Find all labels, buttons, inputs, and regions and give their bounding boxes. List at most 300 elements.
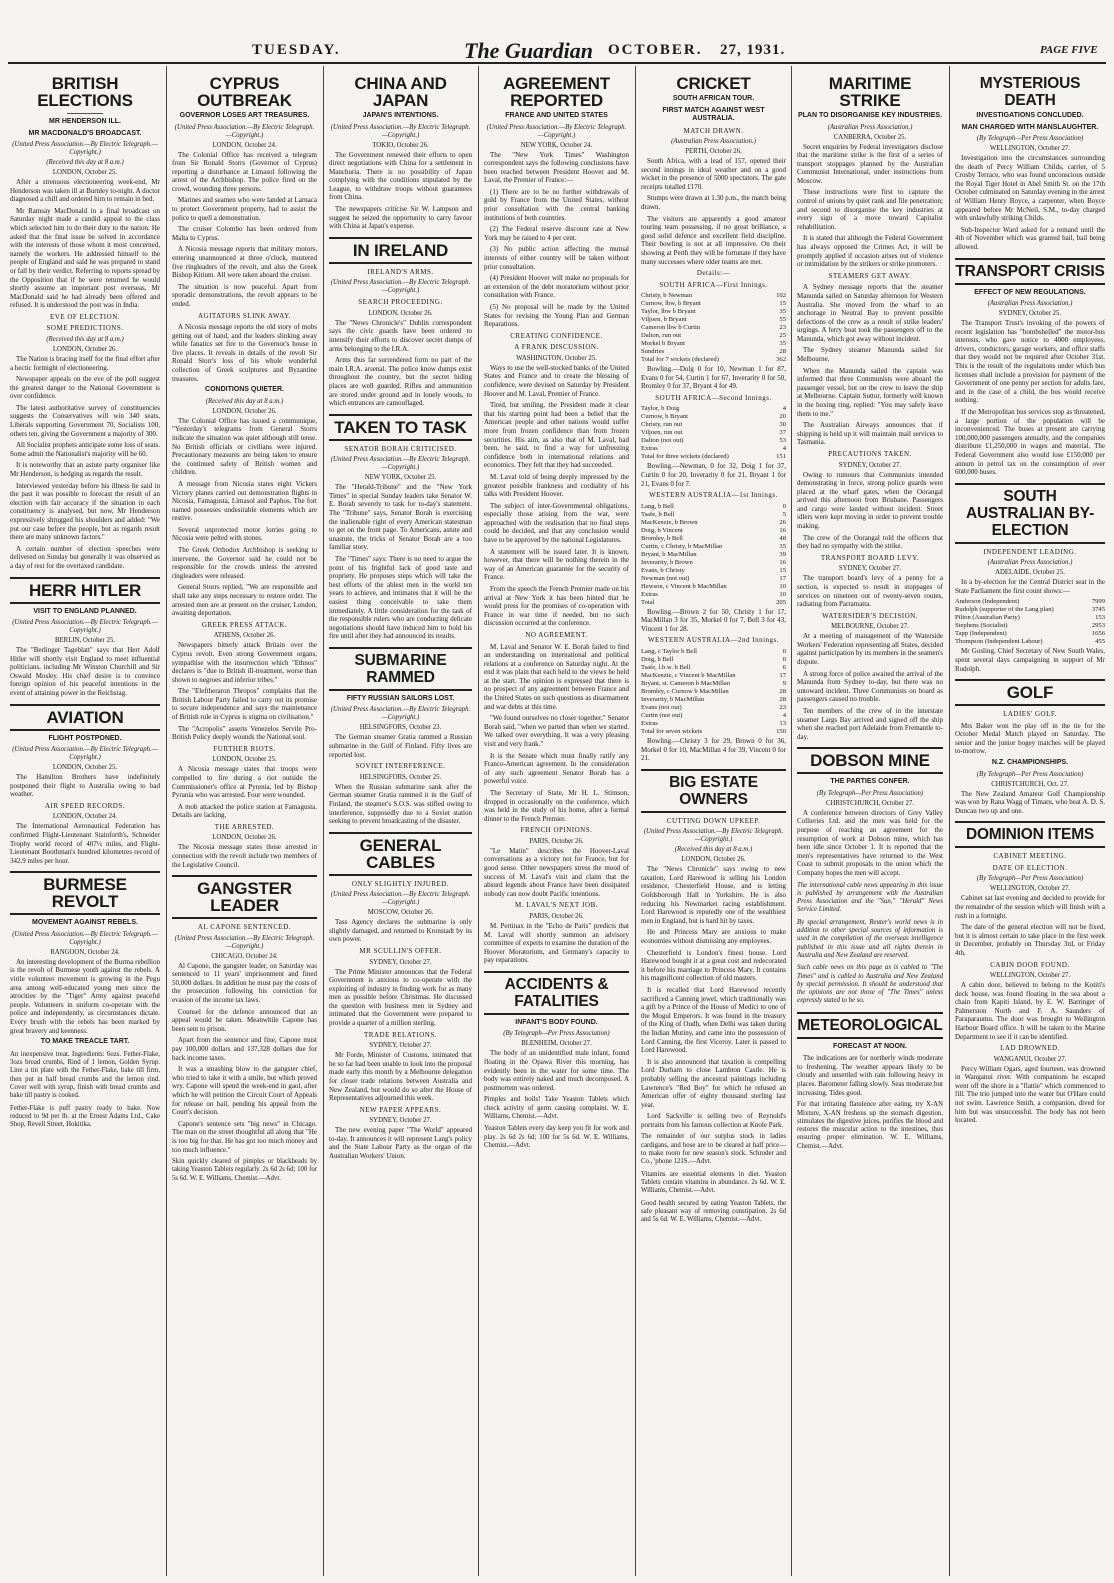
section-kicker: Details:—	[696, 269, 731, 278]
table-row	[641, 559, 786, 567]
advertisement: For that irritating flatulence after eating, try X-AN Mixture, X-AN freshens up the stomach digestion, stimulates the digestive juices, purifies the blood and restores the muscular action to the intestines, thus ensuring proper elimination. W. E. Williams, Chemist.—Advt.	[797, 1101, 943, 1150]
paragraph: It is stated that although the Federal Government has always opposed the Crimes Act, it will be promptly applied if occasion arises out of violence or intimidation by the strikers or strike promoters.	[797, 234, 943, 269]
paragraph: Cabinet sat last evening and decided to provide for the remainder of the session which will finish with a rush in a fortnight.	[955, 894, 1105, 920]
column-rule	[323, 66, 324, 1576]
runs-cell: 0	[782, 655, 786, 663]
paragraph: The indications are for northerly winds moderate to freshening. The weather appears likely to be cloudy and unsettled with rain following heavy in places. Barometer falling slowly. Seas moderate but increasing. Tides good.	[797, 1054, 943, 1097]
paragraph: M. Laval and Senator W. E. Borah failed to find an understanding on international and political relations at a conference on Saturday night. At the end it was plain that each held to the views he held at the start. The opinion is expressed that there is no prospect of any agreement between France and the United States on such questions as disarmament and war debts at this time.	[484, 642, 629, 711]
subhead: FIFTY RUSSIAN SAILORS LOST.	[346, 694, 455, 702]
paragraph: Lord Sackville is selling two of Reynold's portraits from his famous collection at Knole Park.	[641, 1112, 786, 1129]
dateline: SYDNEY, October 27.	[369, 1117, 432, 1125]
paragraph: Tired, but smiling, the President made it clear that his starting point had been a belief that the American people and other nations would suffer more from frozen confidence than from frozen securities. His aim, as also that of M. Laval, had been, he said, to find a way for unfreezing confidence both in international relations and economics. They felt that they had succeeded.	[484, 401, 629, 470]
advertisement: Good health secured by eating Yeaston Tablets, the safe pleasant way of removing constipation. 2s 6d and 5s 6d. W. E. Williams, Chemist.—Advt.	[641, 1199, 786, 1224]
dateline: MOSCOW, October 26.	[367, 909, 434, 917]
dateline: SYDNEY, October 27.	[369, 1042, 432, 1050]
batsman-cell: Christy, run out	[641, 421, 683, 429]
paragraph: A mob attacked the police station at Famagusta. Details are lacking.	[172, 802, 317, 820]
section-kicker: PRECAUTIONS TAKEN.	[828, 450, 912, 458]
section-kicker: M. LAVAL'S NEXT JOB.	[514, 901, 599, 910]
paragraph: When the Russian submarine sank after the German steamer Gratia rammed it in the Gulf of Finland, the steamer's S.O.S. was stifled owing to interference, supposedly due to a Soviet station seeking to prevent broadcasting of the disaster.	[329, 782, 472, 826]
batsman-cell: Doig, b Vincent	[641, 526, 683, 534]
runs-cell: 10	[779, 582, 786, 590]
dateline: WANGANUI, October 27.	[993, 1055, 1067, 1063]
batsman-cell: Tsafe, b Bell	[641, 510, 675, 518]
paragraph: The International Aeronautical Federation has confirmed Flight-Lieutenant Stainforth's, Schneider Trophy world record of 407½ miles, and Flight-Lieutenant Boothman's hundred kilometres record of 342.9 miles per hour.	[10, 822, 160, 865]
advertisement: Pimples and boils! Take Yeaston Tablets which check activity of germ causing complaint. W. E. Williams, Chemist.—Advt.	[484, 1096, 629, 1120]
wire-credit: (Australian Press Association.)	[827, 123, 913, 131]
subhead: GOVERNOR LOSES ART TREASURES.	[179, 112, 310, 119]
paragraph: The Nation is bracing itself for the final effort after a hectic fortnight of electioneering.	[10, 354, 160, 372]
section-kicker: STEAMERS GET AWAY.	[828, 271, 912, 280]
section-kicker: SOVIET INTERFERENCE.	[355, 762, 446, 771]
runs-cell: 13	[779, 719, 786, 727]
paragraph: The subject of inter-Governmental obligations, especially those arising from the war, were approached with the realisation that no final steps could be decided, and that any conclusion would have to be approved by the national Legislatures.	[484, 501, 629, 545]
paragraph: The cruiser Colombo has been ordered from Malta to Cyprus.	[172, 225, 317, 242]
section-kicker: CABINET MEETING.	[993, 852, 1067, 861]
batsman-cell: Curnow, lbw, b Bryant	[641, 300, 701, 308]
table-row	[641, 672, 786, 680]
runs-cell: 5	[782, 510, 786, 518]
batsman-cell: Curtin, c Christy, b MacMillan	[641, 542, 723, 550]
paragraph: The Government renewed their efforts to open direct negotiations with China for a settlement in Manchuria. There is no possibility of Japan complying with the conditions stipulated by the League, to withdraw troops without guarantees from China.	[329, 150, 472, 202]
paragraph: (4) President Hoover will make no proposals for an extension of the debt moratorium without prior consultation with France.	[484, 274, 629, 300]
masthead-title: The Guardian	[464, 38, 593, 63]
total-label: Total for seven wickets	[641, 727, 703, 735]
section-kicker: ONLY SLIGHTLY INJURED.	[351, 879, 450, 888]
section-kicker: NO AGREEMENT.	[525, 631, 588, 639]
scorecard-table	[641, 292, 786, 364]
runs-cell: 35	[779, 542, 786, 550]
paragraph: These instructions were first to capture the control of unions by quiet rank and file penetration; and second to disorganise the key industries at every sign of a move toward Capitalist rehabilitation.	[797, 188, 943, 231]
runs-cell: 6	[782, 663, 786, 671]
batsman-cell: Bromley, b Bell	[641, 534, 683, 542]
candidate-cell: Thompson (Independent Labour)	[955, 638, 1043, 646]
scorecard-table	[641, 648, 786, 736]
batsman-cell: Newman (not out)	[641, 574, 690, 582]
subhead: FORECAST AT NOON.	[833, 1042, 907, 1050]
runs-cell: 4	[782, 405, 786, 413]
masthead-month: OCTOBER.	[608, 42, 703, 58]
dateline: SYDNEY, October 27.	[838, 461, 902, 469]
paragraph: Newspapers bitterly attack Britain over the Cyprus revolt. Even strong Government organs, sympathise with the insurrection which "Ethnos" declares is "due to British ill-treatment, worse than shown to negroes and inferior tribes."	[172, 641, 317, 684]
paragraph: Several unprotected motor lorries going to Nicosia were pelted with stones.	[172, 525, 317, 543]
table-row	[641, 567, 786, 575]
paragraph: Al Capone, the gangster leader, on Saturday was sentenced to 11 years' imprisonment and fined 50,000 dollars. In addition he must pay the costs of the prosecution following his conviction for evasion of the income tax laws.	[172, 961, 317, 1005]
headline-mysterious-death: MYSTERIOUS DEATH	[979, 75, 1081, 109]
bowling-figures: Bowling.—Christy 3 for 29, Brown 0 for 36, Morkel 0 for 10, MacMillan 4 for 39, Vincent 0 for 21.	[641, 736, 786, 763]
table-row	[955, 598, 1105, 606]
advertisement: Fether-Flake is puff pastry ready to bake. Now reduced to 9d per lb. at the Ernest Adams Ltd., Cake Shop, Revell Street, Hokitika.	[10, 1104, 160, 1129]
subhead: INFANT'S BODY FOUND.	[515, 1018, 598, 1026]
table-row	[641, 503, 786, 511]
total-row	[641, 453, 786, 461]
paragraph: Ways to use the well-stocked banks of the United States and France and to create the blessing of confidence, were devised on Saturday by President Hoover and M. Laval, Premier of France.	[484, 363, 629, 398]
subhead: PLAN TO DISORGANISE KEY INDUSTRIES.	[797, 112, 943, 119]
batsman-cell: Evans, b Christy	[641, 566, 685, 574]
headline-cricket: CRICKET	[676, 74, 751, 93]
paragraph: Owing to rumours that Communists intended demonstrating in force, strong police guards were placed at the wharf gates, when the Oorangal arrived this afternoon from Brisbane. Passengers and cargo were landed without incident. Street idlers were kept moving in order to prevent trouble making.	[797, 470, 943, 531]
batsman-cell: Viljoen, run out	[641, 429, 683, 437]
paragraph: The Prime Minister announces that the Federal Government is anxious to co-operate with the exploiting of industry in finding work for as many men as possible before Christmas. He discussed the question with business men in Sydney and intimated that the Government were prepared to provide a quarter of a million sterling.	[329, 967, 472, 1028]
runs-cell: 35	[779, 340, 786, 348]
subhead: MR MACDONALD'S BROADCAST.	[28, 129, 142, 137]
wire-credit: (United Press Association.—By Electric Telegraph.—Copyright.)	[12, 141, 158, 156]
section-kicker: LAD DROWNED.	[1000, 1044, 1060, 1053]
table-row	[641, 413, 786, 421]
batsman-cell: Tsafe, l.b.w. b Bell	[641, 663, 691, 671]
paragraph: The "Acropolis" asserts Venezelos Servile Pro-British Policy deeply wounds the National soul.	[172, 724, 317, 742]
subhead: SOUTH AFRICAN TOUR.	[672, 95, 755, 102]
paragraph: The date of the general election will not be fixed, but it is almost certain to take place in the first week in December, probably on Thursday 3rd, or Friday 4th.	[955, 923, 1105, 957]
paragraph: Mr Forde, Minister of Customs, intimated that he so far had been unable to look into the proposal made early this month by a Melbourne delegation for closer trade relations between Australia and New Zealand, but would do so after the House of Representatives adjourned this week.	[329, 1051, 472, 1103]
total-runs: 205	[776, 598, 786, 606]
received-note: (Received this day at 8 a.m.)	[46, 159, 124, 166]
table-row	[641, 308, 786, 316]
batsman-cell: Dalton (not out)	[641, 437, 684, 445]
paragraph: The "News Chronicle" says owing to new taxation, Lord Harewood is selling his London residence, Chesterfield House, and is letting Goldsborough Hall in Yorkshire. He is also reducing his Newmarket racing establishment. Lord Harewood is reputedly one of the wealthiest men in England, but is hard hit by taxes.	[641, 865, 786, 925]
dateline: SYDNEY, October 27.	[369, 958, 432, 966]
section-kicker: TRADE RELATIONS.	[364, 1030, 437, 1039]
subhead: VISIT TO ENGLAND PLANNED.	[33, 607, 137, 615]
advertisement: Skin quickly cleared of pimples or blackheads by taking Yeaston Tablets regularly. 2s 6d 2s 6d; 100 for 5s 6d. W. E. Williams, Chemist.—Advt.	[172, 1158, 317, 1182]
paragraph: Mr Ramsay MacDonald in a final broadcast on Saturday night made a candid appeal to the class which selected him to do their duty to the nation. He asked that the final issue be solved in accordance with the interests of those whom it most concerned, namely the workers. He addressed himself to the people of England and said he was prepared to stand or fall by their verdict. Referring to reports spread by the Opposition that if he were returned he would shortly assume an important post overseas, Mr MacDonald said he had already been offered and refused. It is understood the post was in India.	[10, 206, 160, 310]
runs-cell: 20	[779, 413, 786, 421]
runs-cell: 23	[779, 324, 786, 332]
paragraph: Percy William Ogars, aged fourteen, was drowned in Wanganui river. With companions he escaped went off the shore in a "flattie" which commenced to fill. The trio jumped into the water but O'Hare could not swim. Lawrence Smith, a companion, dived for him but was unsuccessful. The body has not been located.	[955, 1064, 1105, 1125]
dateline: SYDNEY, October 27.	[838, 565, 902, 573]
candidate-cell: Anderson (Independent)	[955, 598, 1020, 606]
divider	[67, 113, 103, 114]
runs-cell: 35	[779, 308, 786, 316]
table-row	[641, 680, 786, 688]
candidate-cell: Pilton (Australian Party)	[955, 614, 1020, 622]
section-kicker: A FRANK DISCUSSION.	[514, 343, 599, 352]
section-kicker: GREEK PRESS ATTACK.	[201, 620, 288, 629]
runs-cell: 10	[779, 590, 786, 598]
batsman-cell: Curtin (not out)	[641, 711, 683, 719]
batsman-cell: Curnow, b Bryant	[641, 413, 689, 421]
paragraph: The Colonial Office has received a telegram from Sir Ronald Storrs (Governor of Cyprus) reporting a disturbance at Limasol following the arrest of the Archbishop. The police fired on the crowd, wounding three persons.	[172, 150, 317, 193]
table-row	[641, 704, 786, 712]
batsman-cell: Sundries	[641, 348, 665, 356]
subhead: MR HENDERSON ILL.	[49, 118, 121, 125]
table-row	[955, 614, 1105, 622]
dateline: PERTH, October 26.	[685, 148, 742, 155]
headline-british-elections: BRITISH ELECTIONS	[37, 74, 133, 110]
masthead-rule	[8, 62, 1106, 64]
subhead: FRANCE AND UNITED STATES	[505, 112, 608, 119]
batsman-cell: Lang, b Bell	[641, 502, 674, 510]
paragraph: Newspaper appeals on the eve of the poll suggest the greatest danger to the National Government is over confidence.	[10, 375, 160, 401]
dateline: CHRISTCHURCH, Oct. 27.	[991, 780, 1069, 788]
batsman-cell: Bryant, st. Cameron b MacMillan	[641, 679, 730, 687]
paragraph: It is the Senate which must finally ratify any Franco-American agreement. In the consideration of any such agreement Senator Borah has a powerful voice.	[484, 751, 629, 786]
wire-credit: (By Telegraph—Per Press Association)	[816, 789, 924, 797]
paragraph: Ten members of the crew of in the interstate steamer Largs Bay arrived and signed off the ship when she reached port Adelaide from Fremantle to-day.	[797, 706, 943, 741]
section-kicker: SOUTH AFRICA—Second Innings.	[655, 393, 772, 402]
batsman-cell: Extras	[641, 590, 658, 598]
subhead: FLIGHT POSTPONED.	[48, 734, 122, 742]
wire-credit: (Australian Press Association.)	[671, 138, 756, 145]
wire-credit: (United Press Association.—By Electric Telegraph.—Copyright.)	[330, 123, 471, 139]
paragraph: The "News Chronicle's" Dublin correspondent says the civic guards have been ordered to intensify their efforts to discover secret dumps of arms belonging to the I.R.A.	[329, 318, 472, 353]
headline-agreement-reported: AGREEMENT REPORTED	[503, 74, 610, 110]
table-row	[641, 664, 786, 672]
table-row	[641, 511, 786, 519]
table-row	[955, 606, 1105, 614]
headline-dominion-items: DOMINION ITEMS	[955, 821, 1105, 848]
wire-credit: (By Telegraph—Per Press Association)	[976, 770, 1084, 778]
section-kicker: TRANSPORT BOARD LEVY.	[820, 553, 920, 562]
dateline: HELSINGFORS, October 23.	[359, 724, 442, 732]
paragraph: A strong force of police awaited the arrival of the Manunda from Sydney to-day, but there was no untoward incident. Three Communists on board as passengers caused no trouble.	[797, 669, 943, 704]
paragraph: M. Laval told of being deeply impressed by the greatest possible frankness and cordiality of his talks with President Hoover.	[484, 472, 629, 499]
paragraph: A Nicosia message reports the old story of mobs getting out of hand, and the leaders slinking away while fanatics set fire to the Governor's house in five places. It reveals in details of the revolt Sir Ronald Storr's loss of his whole wonderful collection of Greek sculptures and Byzantine treasures.	[172, 323, 317, 383]
runs-cell: 0	[782, 647, 786, 655]
column-3	[329, 70, 472, 1575]
notice: The international cable news appearing in this issue is published by arrangement with the Australian Press Association and the "Sun," "Herald" News Service Limited.	[797, 881, 943, 914]
section-kicker: AL CAPONE SENTENCED.	[197, 923, 292, 932]
dateline: LONDON, October 26.	[212, 407, 277, 415]
advertisement: An inexpensive treat. Ingredients: 6ozs. Fether-Flake, 3ozs bread crumbs, Rind of 1 lemon, Golden Syrup. Line a tin plate with the Fether-Flake, bake till firm, then put in half bread crumbs and the lemon rind. Cover well with syrup, finish with bread crumbs and bake till pastry is cooked.	[10, 1050, 160, 1100]
wire-credit: (United Press Association.—By Electric Telegraph.—Copyright.)	[643, 828, 784, 844]
dateline: LONDON, October 26.	[212, 834, 277, 842]
section-kicker: SEARCH PROCEEDING.	[358, 298, 443, 307]
wire-credit: (By Telegraph—Per Press Association)	[503, 1030, 610, 1038]
headline-china-and-japan: CHINA AND JAPAN	[354, 74, 447, 110]
table-row	[641, 648, 786, 656]
advertisement: Vitamins are essential elements in diet. Yeaston Tablets contain vitamins in abundance. 2s 6d. W. E. Williams, Chemist.—Advt.	[641, 1170, 786, 1195]
paragraph: The "Herald-Tribune" and the "New York Times" in special Sunday leaders take Senator W. E. Borah severely to task for to-day's statement. The "Tribune" says, Senator Borah is exercising the inalienable right of every American statesman to get on the front page. To Americans, astute and unastute, the tricks of Senator Borah are a too familiar story.	[329, 483, 472, 552]
paragraph: A Nicosia message states that troops were compelled to fire during a riot outside the Commissioner's office at Pyrenia, led by Bishop Pyrania who was arrested. Four were wounded.	[172, 765, 317, 800]
runs-cell: 15	[779, 566, 786, 574]
total-row	[641, 356, 786, 364]
batsman-cell: MacKenzie, b Brown	[641, 518, 698, 526]
section-kicker: AGITATORS SLINK AWAY.	[197, 311, 292, 320]
headline-general-cables: GENERAL CABLES	[329, 832, 472, 876]
table-row	[641, 437, 786, 445]
table-row	[641, 324, 786, 332]
masthead-date: 27, 1931.	[720, 42, 786, 58]
dateline: PARIS, October 26.	[529, 912, 584, 920]
section-kicker: WESTERN AUSTRALIA—1st Innings.	[649, 491, 778, 500]
paragraph: Investigation into the circumstances surrounding the death of Percy William Childs, carrier, of 5 Crosby Terrace, who was found unconscious outside the Royal Tiger Hotel in Abel Smith St. on the 17th October culminated on Saturday evening in the arrest of William Henry Boyce, a carpenter, when Boyce appeared before Mr McNeil, S.M., to-day charged with unlawfully striking Childs.	[955, 154, 1105, 223]
table-row	[955, 630, 1105, 638]
dateline: CHRISTCHURCH, October 27.	[826, 799, 914, 807]
paragraph: An interesting development of the Burma rebellion is the revolt of Burmese youth against the rebels. A virile volunteer movement is growing in the Pegu area among well-educated young men since the atrocities by the "Tiger" Army against peaceful people. Volunteers in uniform co-operate with the police and independently, as circumstances dictate. Every brush with the rebels has been marked by great bravery and keenness.	[10, 957, 160, 1035]
runs-cell: 16	[779, 526, 786, 534]
table-row	[641, 348, 786, 356]
column-2	[172, 70, 317, 1575]
paragraph: It is recalled that Lord Harewood recently sacrificed a Canning jewel, which traditionally was a gift by a Prince of the House of Medici to one of the Mogul Emperors. It was found in the treasury of the King of Oudh, when Delhi was taken during the Indian Mutiny, and came into the possession of Lord Canning, the first Viceroy. Later is passed to Lord Harewood.	[641, 985, 786, 1055]
vote-count-table	[955, 598, 1105, 646]
votes-cell: 153	[1095, 614, 1105, 622]
paragraph: A statement will be issued later. It is known, however, that there will be nothing therein in the way of an American guarantee for the security of France.	[484, 547, 629, 582]
headline-golf: GOLF	[955, 679, 1105, 706]
paragraph: The Transport Trust's invoking of the powers of recent legislation has "bombshelled" the motor-bus interests, who gave notice to 4000 employees, drivers, conductors, garage workers, and office staffs that they would not be required after October 31st. This is the result of the regulations under which bus licenses shall include a provision for payment of the Government of one penny per section for adults fare, and in the case of a child, the bus would receive nothing.	[955, 319, 1105, 405]
column-rule	[478, 66, 479, 1576]
table-row	[641, 591, 786, 599]
votes-cell: 7999	[1091, 598, 1105, 606]
paragraph: In a by-election for the Central District seat in the State Parliament the first count shows:—	[955, 578, 1105, 595]
table-row	[641, 421, 786, 429]
section-kicker: SOME PREDICTIONS.	[46, 324, 124, 333]
table-row	[641, 405, 786, 413]
paragraph: Apart from the sentence and fine, Capone must pay 100,000 dollars and 137,328 dollars due for back income taxes.	[172, 1036, 317, 1062]
table-row	[641, 535, 786, 543]
paragraph: Capone's sentence sets "big news" in Chicago. The man on the street thoughtful all along that "He is too big for that. He has got too much money and too much influence."	[172, 1119, 317, 1154]
batsman-cell: Lang, c Taylor b Bell	[641, 647, 697, 655]
headline-cyprus-outbreak: CYPRUS OUTBREAK	[197, 74, 292, 110]
subhead: THE PARTIES CONFER.	[830, 778, 910, 786]
paragraph: The crew of the Oorangal told the officers that they had no sympathy with the strike.	[797, 533, 943, 551]
paragraph: Chesterfield is London's finest house. Lord Harewood bought it at a great cost and redecorated it before his marriage to Princess Mary. It contains his magnificent collection of old masters.	[641, 948, 786, 983]
dateline: WELLINGTON, October 27.	[989, 885, 1071, 893]
paragraph: The Sydney steamer Manunda sailed for Melbourne.	[797, 346, 943, 364]
paragraph: (1) There are to be no further withdrawals of gold by France from the United States, without prior consultation with the central banking institutions of both countries.	[484, 187, 629, 222]
runs-cell: 25	[779, 332, 786, 340]
paragraph: At a meeting of management of the Waterside Workers' Federation representing all States, decided against participation by its members in the seamen's dispute.	[797, 632, 943, 666]
candidate-cell: Tapp (Independent)	[955, 630, 1007, 638]
section-kicker: INDEPENDENT LEADING.	[983, 547, 1077, 556]
paragraph: M. Pertinax in the "Echo de Paris" predicts that M. Laval will shortly summon an advisory committee of experts to examine the duration of the Hoover Moratorium, and Germany's capacity to pay reparations.	[484, 921, 629, 965]
paragraph: From the speech the French Premier made on his arrival at New York it has been hinted that he would press for the promises of co-operation with France in war time if needed, but no such discussion occurred at the conference.	[484, 585, 629, 628]
runs-cell: 55	[779, 316, 786, 324]
runs-cell: 30	[779, 421, 786, 429]
paragraph: It is also announced that taxation is compelling Lord Durham to close Lambton Castle. He is probably selling the ancestral paintings including Lawrence's "Red Boy" for which he refused an American offer of eighty thousand sterling last year.	[641, 1057, 786, 1109]
paragraph: The Hamilton Brothers have indefinitely postponed their flight to Australia owing to bad weather.	[10, 773, 160, 799]
headline-submarine-rammed: SUBMARINE RAMMED	[329, 647, 472, 691]
runs-cell: 15	[779, 300, 786, 308]
table-row	[641, 583, 786, 591]
dateline: ATHENS, October 26.	[213, 632, 276, 640]
dateline: LONDON, October 26.	[681, 856, 746, 864]
section-kicker: SOUTH AFRICA—First Innings.	[659, 280, 768, 289]
headline-gangster-leader: GANGSTER LEADER	[172, 875, 317, 919]
dateline: LONDON, October 25.	[212, 756, 277, 764]
votes-cell: 1656	[1091, 630, 1105, 638]
runs-cell: 28	[779, 695, 786, 703]
batsman-cell: Doig, b Bell	[641, 655, 674, 663]
paragraph: A message from Nicosia states eight Vickers Victory planes carried out demonstration flights in Nicosia, Famagusta, Limasol and Paphos. The fort named possesses undesirable elements which are restive.	[172, 479, 317, 523]
paragraph: The Greek Orthodox Archbishop is seeking to intervene, the Governor said he could not be responsible for the crowds unless the arrested ringleaders were released.	[172, 546, 317, 580]
table-row	[641, 340, 786, 348]
votes-cell: 455	[1095, 638, 1105, 646]
batsman-cell: Christy, b Newman	[641, 292, 693, 300]
headline-in-ireland: IN IRELAND	[329, 237, 472, 264]
table-row	[641, 688, 786, 696]
paragraph: A Nicosia message reports that military motors, entering unannounced at three o'clock, mustered five ringleaders of the revolt, and also the Greek Bishop Kitium. All were taken aboard the cruiser.	[172, 245, 317, 280]
table-row	[641, 720, 786, 728]
batsman-cell: Dalton, run out	[641, 332, 682, 340]
paragraph: The Nicosia message states those arrested in connection with the revolt include two members of the Legislative Council.	[172, 843, 317, 869]
total-row	[641, 599, 786, 607]
paragraph: General Storrs replied, "We are responsible and shall take any steps necessary to restore order. The arrested men are at present on the cruiser, London, awaiting deportation.	[172, 583, 317, 618]
column-5	[641, 70, 786, 1575]
headline-herr-hitler: HERR HITLER	[10, 577, 160, 604]
paragraph: The "Berlinger Tageblatt" says that Herr Adolf Hitler will shortly visit England to meet influential politicians, including Mr Winston Churchill and Sir Oswald Mosley. His chief desire is to convince foreign opinion of his peaceful intentions in the event of attaining power in the Reichstag.	[10, 646, 160, 698]
headline-transport-crisis: TRANSPORT CRISIS	[955, 258, 1105, 285]
dateline: CHICAGO, October 24.	[211, 952, 278, 960]
runs-cell: 4	[782, 711, 786, 719]
subhead: MOVEMENT AGAINST REBELS.	[32, 919, 138, 927]
runs-cell: 53	[779, 437, 786, 445]
total-runs: 362	[776, 356, 786, 364]
paragraph: Interviewed yesterday before his illness he said in the past it was possible to forecast the result of an election with fair accuracy if the situation in each constituency is analysed, but now, Mr Henderson expressively shrugged his shoulders and added: "We put our case before the people, but as regards result there are many unknown factors."	[10, 481, 160, 542]
runs-cell: 102	[776, 292, 786, 300]
table-row	[641, 543, 786, 551]
table-row	[641, 551, 786, 559]
subhead: INVESTIGATIONS CONCLUDED.	[976, 112, 1084, 119]
dateline: WASHINGTON, October 25.	[516, 354, 597, 362]
section-kicker: WESTERN AUSTRALIA—2nd Innings.	[647, 636, 780, 645]
dateline: PARIS, October 26.	[529, 837, 584, 845]
paragraph: The "Eleftheraron Thropos" complains that the British Labour Party failed to carry out its promise to secure independence and says the maintenance of British rule in Cyprus is stigma on civilisation."	[172, 687, 317, 722]
paragraph: The latest authoritative survey of constituencies suggests the Conservatives will win 340 seats, Liberals supporting Government 70, Socialists 100, others ten, giving the Government a majority of 300.	[10, 403, 160, 438]
batsman-cell: Viljoen, b Bryant	[641, 316, 687, 324]
votes-cell: 3745	[1091, 606, 1105, 614]
dateline: BLENHEIM, October 27.	[521, 1040, 592, 1048]
dateline: LONDON, October 24.	[52, 813, 118, 821]
dateline: NEW YORK, October 25.	[364, 474, 437, 482]
dateline: BERLIN, October 25.	[54, 637, 116, 645]
headline-burmese-revolt: BURMESE REVOLT	[10, 871, 160, 915]
wire-credit: (United Press Association.—By Electric Telegraph.—Copyright.)	[486, 123, 627, 139]
runs-cell: 28	[779, 687, 786, 695]
paragraph: When the Manunda sailed the captain was informed that three Communists were aboard the passenger vessel, but on the crew to leave the ship at Melbourne. Captain Suttor, formerly well known in the boxing ring, replied: "You may safely leave them to me."	[797, 366, 943, 418]
headline-big-estate-owners: BIG ESTATE OWNERS	[641, 769, 786, 813]
paragraph: Secret enquiries by Federal investigators disclose that the maritime strike is the first of a series of transport stoppages planned by the Australian Communist International, under instructions from Moscow.	[797, 142, 943, 185]
total-label: Total for 7 wickets (declared)	[641, 356, 719, 364]
headline-aviation: AVIATION	[10, 704, 160, 731]
runs-cell: 26	[779, 518, 786, 526]
batsman-cell: Taylor, lbw b Bryant	[641, 308, 696, 316]
runs-cell: 28	[779, 348, 786, 356]
dateline: LONDON, October 25.	[52, 764, 118, 772]
paragraph: A cabin door, believed to belong to the Kotiti's deck house, was found floating in the sea about a chain from Kapiti Island, by E. W. Barringer of Palmerston North and F. A. Saunders of Paraparaumu. The door was brought to Wellington Harbour Board office. It will be taken to the Marine Department to see if it can be identified.	[955, 981, 1105, 1041]
wire-credit: (United Press Association.—By Electric Telegraph.—Copyright.)	[330, 279, 471, 295]
headline-taken-to-task: TAKEN TO TASK	[329, 414, 472, 441]
paragraph: "We found ourselves no closer together," Senator Borah said, "when we parted than when we started. We talked over everything. It was a very pleasing visit and very frank."	[484, 714, 629, 749]
table-row	[641, 292, 786, 300]
paragraph: If the Metropolitan bus services stop as threatened, a large portion of the population will be inconvenienced. The buses at present are carrying 100,000,000 passengers annually, and the companies distribute £1,250,000 in wages and material. The Federal Government also would lose £150,000 per annum in petrol tax on the consumption of over 600,000 buses.	[955, 407, 1105, 477]
runs-cell: 37	[779, 429, 786, 437]
section-kicker: FRENCH OPINIONS.	[520, 826, 593, 835]
wire-credit: (United Press Association.—By Electric Telegraph.—Copyright.)	[174, 123, 315, 139]
runs-cell: 23	[779, 703, 786, 711]
paragraph: He and Princess Mary are anxious to make economies without dismissing any employees.	[641, 928, 786, 945]
runs-cell: 17	[779, 574, 786, 582]
paragraph: The Colonial Office has issued a communique, "Yesterday's telegrams from General Storrs indicate the situation was quiet although still tense. No British officials or civilians were injured. Precautionary measures are being taken to ensure the continued safety of British women and children.	[172, 416, 317, 477]
paragraph: All Socialist prophets anticipate some loss of seats. Some admit the Nationalist's majority will be 60.	[10, 441, 160, 458]
batsman-cell: Extras	[641, 719, 658, 727]
section-kicker: CUTTING DOWN UPKEEP.	[666, 816, 761, 825]
advertisement: Yeaston Tablets every day keep you fit for work and play. 2s 6d 2s 6d; 100 for 5s 6d. W. E. Williams, Chemist.—Advt.	[484, 1125, 629, 1149]
batsman-cell: Hewson, c Vincent b MacMillan	[641, 582, 727, 590]
section-kicker: MR SCULLIN'S OFFER.	[359, 947, 442, 955]
batsman-cell: Inverarity, b Brown	[641, 558, 693, 566]
paragraph: The transport board's levy of a penny for a section, is expected to result in stoppages of services on nineteen out of twenty-seven routes, radiating from Parramatta.	[797, 574, 943, 609]
total-row	[641, 728, 786, 736]
section-kicker: MATCH DRAWN.	[683, 126, 744, 135]
paragraph: Tass Agency declares the submarine is only slightly damaged, and returned to Kronstadt by its own power.	[329, 918, 472, 944]
paragraph: The visitors are apparently a good amateur touring team possessing, if no great brilliance, a good solid defence and excellent field discipline. Their bowling is not at all impressive. On their showing at Perth they will be fortunate if they have many successes where older teams are met.	[641, 214, 786, 266]
masthead-page-number: PAGE FIVE	[1040, 44, 1098, 56]
paragraph: It is noteworthy that an astute party organiser like Mr Henderson, is hedging as regards the result.	[10, 461, 160, 479]
paragraph: (5) No proposal will be made by the United States for revising the Young Plan and German Reparations.	[484, 303, 629, 329]
table-row	[641, 332, 786, 340]
batsman-cell: Bromley, c Curnow b MacMillan	[641, 687, 729, 695]
